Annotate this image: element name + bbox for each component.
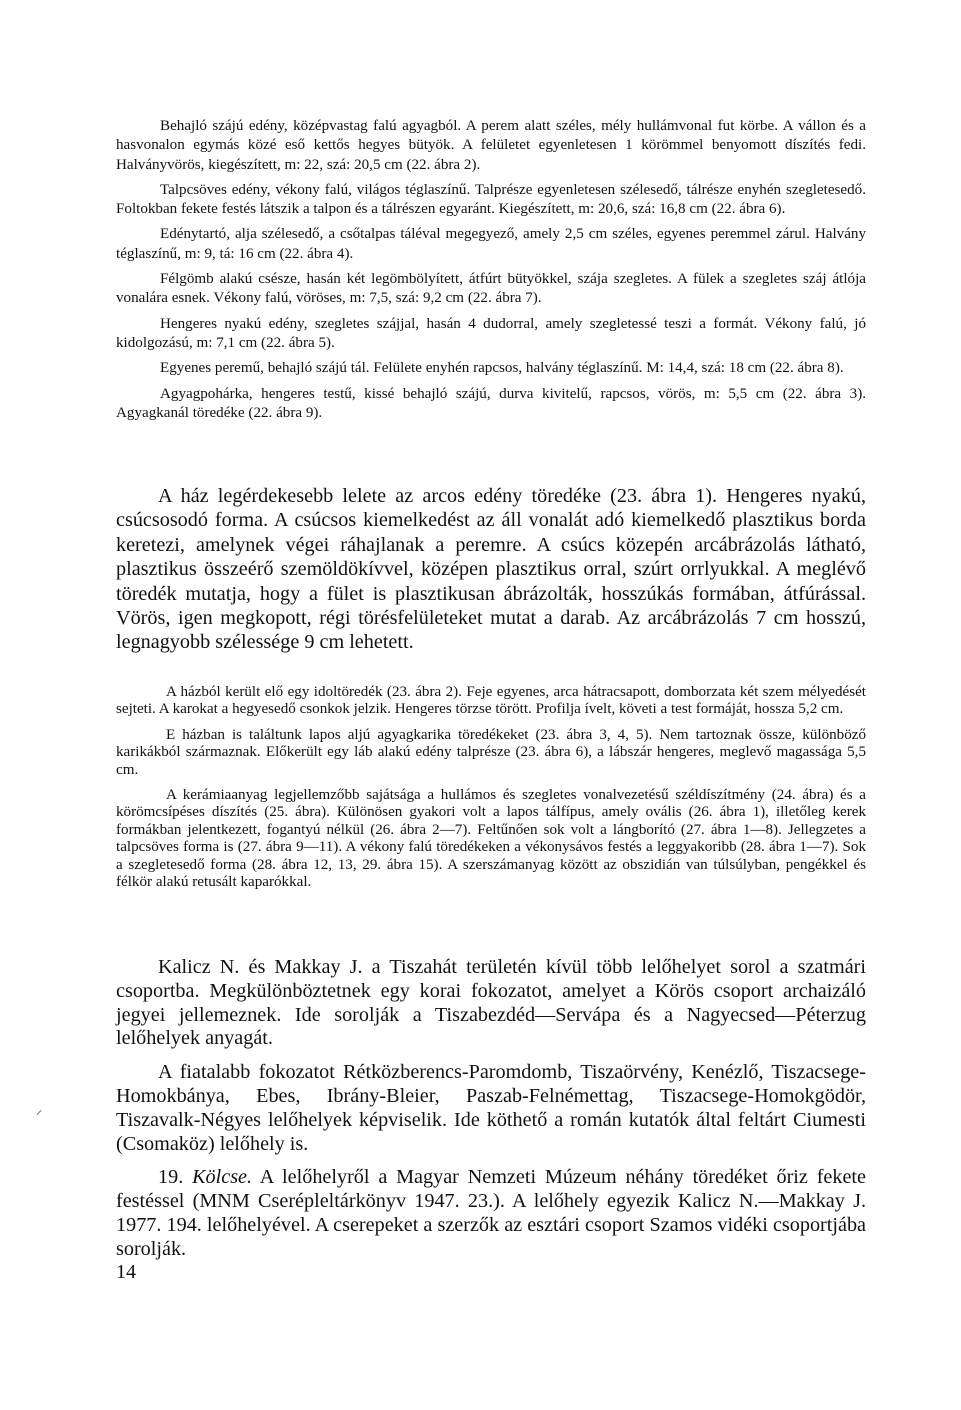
site-name: Kölcse. <box>192 1166 253 1189</box>
paragraph: Hengeres nyakú edény, szegletes szájjal, hasán 4 dudorral, amely szegletessé teszi a formát. Vékony falú, jó kidolgozású, m: 7,1 cm (22. ábra 5). <box>116 315 866 351</box>
paragraph: Kalicz N. és Makkay J. a Tiszahát területén kívül több lelőhelyet sorol a szatmári csoportba. Megkülönböztetnek egy korai fokozatot, amelyet a Körös csoport archaizáló jegyei jellemeznek. Ide sorolják a Tiszabezdéd—Servápa és a Nagyecsed—Péterzug lelőhelyek anyagát. <box>116 956 866 1050</box>
finds-description <box>116 684 866 899</box>
paragraph: A kerámiaanyag legjellemzőbb sajátsága a hullámos és szegletes vonalvezetésű széldíszítmény (24. ábra) és a körömcsípéses díszítés (25. ábra). Különösen gyakori volt a lapos tálfípus, amely ovális (26. ábra 1), illetőleg kerek formákban jelentkezett, fogantyú nélkül (26. ábra 2—7). Feltűnően sok volt a lángborító (27. ábra 1—8). Jellegzetes a talpcsöves forma is (27. ábra 9—11). A vékony falú töredékeken a vékonysávos festés a leggyakoribb (28. ábra 1—7). Sok a szegletesedő forma (28. ábra 12, 13, 29. ábra 15). A szerszámanyag között az obszidián van túlsúlyban, pengékkel és félkör alakú retusált kaparókkal. <box>116 787 866 891</box>
paragraph: Agyagpohárka, hengeres testű, kissé behajló szájú, durva kivitelű, rapcsos, vörös, m: 5,5 cm (22. ábra 3). Agyagkanál töredéke (22. ábra 9). <box>116 385 866 421</box>
paragraph: Behajló szájú edény, középvastag falú agyagból. A perem alatt széles, mély hullámvonal fut körbe. A vállon és a hasvonalon egymás közé eső kettős hegyes bütyök. A felületet egyenletesen 1 körömmel benyomott díszítés fedi. Halványvörös, kiegészített, m: 22, szá: 20,5 cm (22. ábra 2). <box>116 118 866 173</box>
paragraph: Egyenes peremű, behajló szájú tál. Felülete enyhén rapcsos, halvány téglaszínű. M: 14,4, szá: 18 cm (22. ábra 8). <box>160 360 844 377</box>
scan-mark <box>37 1110 42 1115</box>
paragraph: Edénytartó, alja szélesedő, a csőtalpas táléval megegyező, amely 2,5 cm széles, egyenes peremmel zárul. Halvány téglaszínű, m: 9, tá: 16 cm (22. ábra 4). <box>116 226 866 262</box>
kolcse-paragraph <box>116 1166 866 1261</box>
paragraph: A fiatalabb fokozatot Rétközberencs-Paromdomb, Tiszaörvény, Kenézlő, Tiszacsege-Homokbánya, Ebes, Ibrány-Bleier, Paszab-Felnémettag, Tiszacsege-Homokgödör, Tiszavalk-Négyes lelőhelyek képviselik. Ide köthető a román kutatók által feltárt Ciumesti (Csomaköz) lelőhely is. <box>116 1061 866 1155</box>
site-number: 19. <box>158 1166 184 1189</box>
page-number: 14 <box>116 1261 136 1283</box>
paragraph: E házban is találtunk lapos aljú agyagkarika töredékeket (23. ábra 3, 4, 5). Nem tartoznak össze, különböző karikákból származnak. Előkerült egy láb alakú edény talprésze (23. ábra 6), a lábszár hengeres, meglevő magassága 5,5 cm. <box>116 726 866 778</box>
site-text: A lelőhelyről a Magyar Nemzeti Múzeum néhány töredéket őriz fekete festéssel (MNM Cserépleltárkönyv 1947. 23.). A lelőhely egyezik Kalicz N.—Makkay J. 1977. 194. lelőhelyével. A cserepeket a szerzők az esztári csoport Szamos vidéki csoportjába sorolják. <box>116 1166 867 1260</box>
paragraph: A házból került elő egy idoltöredék (23. ábra 2). Feje egyenes, arca hátracsapott, domborzata két szem mélyedését sejteti. A karokat a hegyesedő csonkok jelzik. Hengeres törzse törött. Profilja ívelt, követi a test formáját, hossza 5,2 cm. <box>116 684 866 718</box>
paragraph: Talpcsöves edény, vékony falú, világos téglaszínű. Talprésze egyenletesen szélesedő, tálrésze enyhén szegletesedő. Foltokban fekete festés látszik a talpon és a tálrészen egyaránt. Kiegészített, m: 20,6, szá: 16,8 cm (22. ábra 6). <box>116 181 866 218</box>
paragraph: A ház legérdekesebb lelete az arcos edény töredéke (23. ábra 1). Hengeres nyakú, csúcsosodó forma. A csúcsos kiemelkedést az áll vonalát adó kiemelkedő plasztikus borda keretezi, amelynek végei ráhajlanak a peremre. A csúcs közepén arcábrázolás látható, plasztikus összeérő szemöldökívvel, középen plasztikus orral, szúrt orrlyukkal. A meglévő töredék mutatja, hogy a fület is plasztikusan ábrázolták, hosszúkás formában, átfúrással. Vörös, igen megkopott, régi törésfelületeket mutat a darab. Az arcábrázolás 7 cm hosszú, legnagyobb szélessége 9 cm lehetett. <box>116 485 866 654</box>
group-classification <box>116 956 866 1272</box>
object-descriptions <box>116 117 866 429</box>
face-vessel-description <box>116 484 866 655</box>
paragraph: Félgömb alakú csésze, hasán két legömbölyített, átfúrt bütyökkel, szája szegletes. A fülek a szegletes száj átlója vonalára esnek. Vékony falú, vöröses, m: 7,5, szá: 9,2 cm (22. ábra 7). <box>116 271 866 307</box>
